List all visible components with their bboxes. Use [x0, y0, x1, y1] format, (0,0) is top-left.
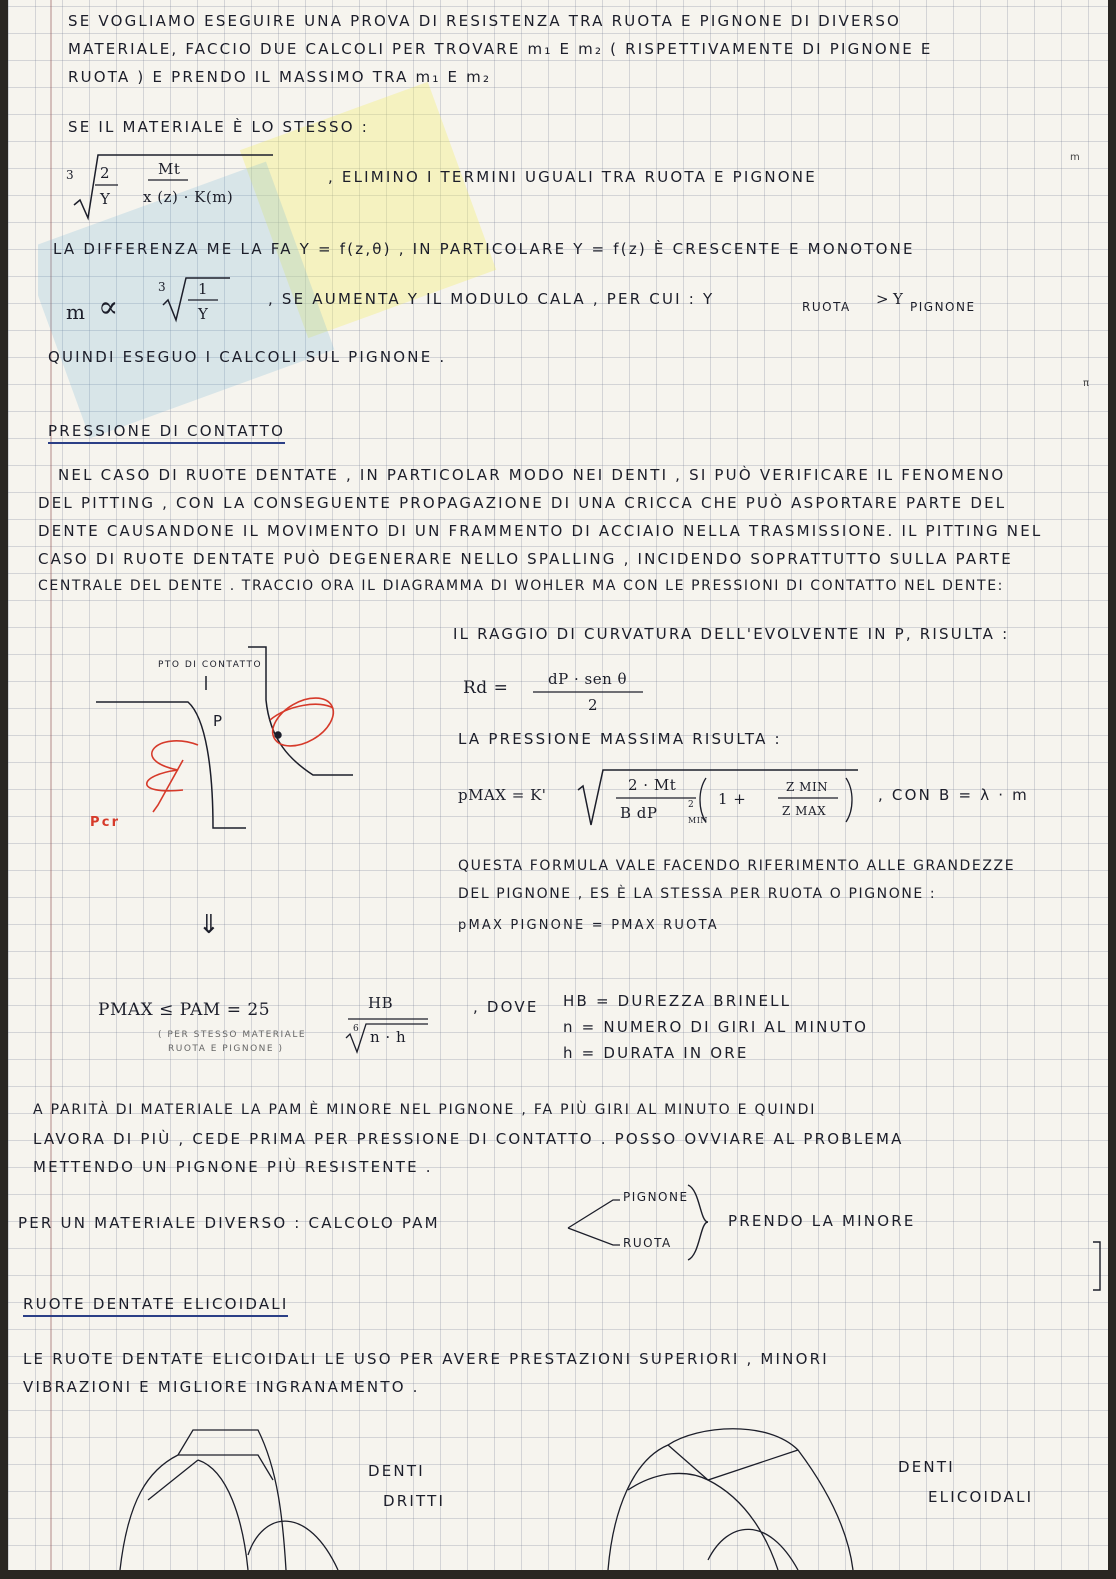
- z-max: Z MAX: [782, 804, 827, 818]
- label-helical-1: DENTI: [898, 1458, 955, 1476]
- pmax-den-subscript: MIN: [688, 816, 708, 825]
- contact-paragraph-1: NEL CASO DI RUOTE DENTATE , IN PARTICOLAR MODO NEI DENTI , SI PUÒ VERIFICARE IL FENOMENO: [58, 466, 1006, 484]
- pmax-condition: , CON B = λ · m: [878, 786, 1029, 804]
- pmax-numerator: 2 · Mt: [628, 776, 677, 794]
- formula-note-1: QUESTA FORMULA VALE FACENDO RIFERIMENTO ALLE GRANDEZZE: [458, 858, 1016, 874]
- intro-line-1: SE VOGLIAMO ESEGUIRE UNA PROVA DI RESISTENZA TRA RUOTA E PIGNONE DI DIVERSO: [68, 12, 902, 30]
- conclusion-line: QUINDI ESEGUO I CALCOLI SUL PIGNONE .: [48, 348, 447, 366]
- formula-note-2: DEL PIGNONE , ES È LA STESSA PER RUOTA O PIGNONE :: [458, 886, 937, 902]
- edge-mark-mid: π: [1083, 378, 1090, 389]
- pam-lhs: PMAX ≤ PAM = 25: [98, 1000, 271, 1020]
- greater-than: >: [876, 290, 890, 308]
- comment-line-1: A PARITÀ DI MATERIALE LA PAM È MINORE NEL PIGNONE , FA PIÙ GIRI AL MINUTO E QUINDI: [33, 1102, 817, 1118]
- pcr-label: Pcr: [90, 815, 121, 830]
- pmax-den-superscript: 2: [688, 800, 695, 810]
- dove-text: , DOVE: [473, 998, 539, 1016]
- intro-line-3: RUOTA ) E PRENDO IL MASSIMO TRA m₁ E m₂: [68, 68, 492, 86]
- contact-paragraph-4: CASO DI RUOTE DENTATE PUÒ DEGENERARE NELLO SPALLING , INCIDENDO SOPRATTUTTO SULLA PARTE: [38, 550, 1013, 568]
- label-straight-2: DRITTI: [383, 1492, 446, 1510]
- intro-line-2: MATERIALE, FACCIO DUE CALCOLI PER TROVARE m₁ E m₂ ( RISPETTIVAMENTE DI PIGNONE E: [68, 40, 933, 58]
- pam-note-1: ( PER STESSO MATERIALE: [158, 1030, 307, 1040]
- rd-numerator: dP · sen θ: [548, 670, 628, 688]
- helical-heading: RUOTE DENTATE ELICOIDALI: [23, 1295, 288, 1317]
- same-material-heading: SE IL MATERIALE È LO STESSO :: [68, 118, 369, 136]
- pam-denominator: n · h: [370, 1028, 407, 1046]
- pmax-paren-a: 1 +: [718, 790, 747, 808]
- prop-denominator: Y: [198, 305, 209, 323]
- y-ruota-subscript: RUOTA: [802, 300, 851, 314]
- definition-hb: HB = DUREZZA BRINELL: [563, 992, 792, 1010]
- branch-pignone: PIGNONE: [623, 1190, 689, 1204]
- pam-root-index: 6: [353, 1024, 360, 1034]
- helical-line-1: LE RUOTE DENTATE ELICOIDALI LE USO PER AVERE PRESTAZIONI SUPERIORI , MINORI: [23, 1350, 829, 1368]
- prop-m: m: [66, 300, 86, 324]
- pam-numerator: HB: [368, 994, 394, 1012]
- formula-denominator: Y: [100, 190, 111, 208]
- tooth-diagram: [96, 647, 353, 828]
- z-min: Z MIN: [786, 780, 829, 794]
- different-material-line: PER UN MATERIALE DIVERSO : CALCOLO PAM: [18, 1214, 440, 1232]
- helical-line-2: VIBRAZIONI E MIGLIORE INGRANAMENTO .: [23, 1378, 420, 1396]
- pitting-scribble: [147, 688, 342, 812]
- contact-paragraph-3: DENTE CAUSANDONE IL MOVIMENTO DI UN FRAMMENTO DI ACCIAIO NELLA TRASMISSIONE. IL PITTING NEL: [38, 522, 1043, 540]
- contact-paragraph-5: CENTRALE DEL DENTE . TRACCIO ORA IL DIAGRAMMA DI WOHLER MA CON LE PRESSIONI DI CONTATTO NEL DENTE:: [38, 578, 1004, 594]
- prop-text: , SE AUMENTA Y IL MODULO CALA , PER CUI : Y: [268, 290, 715, 308]
- contact-point-label: PTO DI CONTATTO: [158, 660, 263, 670]
- contact-paragraph-2: DEL PITTING , CON LA CONSEGUENTE PROPAGAZIONE DI UNA CRICCA CHE PUÒ ASPORTARE PARTE DEL: [38, 494, 1007, 512]
- y-pignone: Y: [893, 290, 904, 308]
- rd-denominator: 2: [588, 696, 599, 714]
- formula-rest: x (z) · K(m): [143, 188, 234, 206]
- down-arrow: ⇓: [198, 910, 222, 940]
- branch-ruota: RUOTA: [623, 1236, 672, 1250]
- straight-teeth-drawing: [120, 1430, 338, 1570]
- difference-line: LA DIFFERENZA ME LA FA Y = f(z,θ) , IN PARTICOLARE Y = f(z) È CRESCENTE E MONOTONE: [53, 240, 915, 258]
- formula-root-index: 3: [66, 168, 75, 182]
- comment-line-3: METTENDO UN PIGNONE PIÙ RESISTENTE .: [33, 1158, 433, 1176]
- y-pignone-subscript: PIGNONE: [910, 300, 976, 314]
- pmax-denominator: B dP: [620, 804, 658, 822]
- drawings-layer: [8, 0, 1108, 1570]
- radius-text: IL RAGGIO DI CURVATURA DELL'EVOLVENTE IN P, RISULTA :: [453, 625, 1010, 643]
- pmax-lhs: pMAX = K': [458, 786, 547, 804]
- pmax-title: LA PRESSIONE MASSIMA RISULTA :: [458, 730, 782, 748]
- prop-numerator: 1: [198, 280, 209, 298]
- edge-mark-top: m: [1070, 152, 1080, 163]
- notebook-page: [8, 0, 1108, 1570]
- definition-n: n = NUMERO DI GIRI AL MINUTO: [563, 1018, 869, 1036]
- pam-note-2: RUOTA E PIGNONE ): [168, 1044, 284, 1054]
- take-minimum: PRENDO LA MINORE: [728, 1212, 916, 1230]
- helical-teeth-drawing: [608, 1429, 853, 1570]
- point-p-label: P: [213, 712, 225, 730]
- label-helical-2: ELICOIDALI: [928, 1488, 1034, 1506]
- prop-symbol: ∝: [98, 290, 119, 325]
- definition-h: h = DURATA IN ORE: [563, 1044, 749, 1062]
- rd-lhs: Rd =: [463, 678, 509, 698]
- label-straight-1: DENTI: [368, 1462, 425, 1480]
- prop-root-index: 3: [158, 280, 167, 294]
- formula-numerator: 2: [100, 164, 111, 182]
- equality-line: pMAX PIGNONE = PMAX RUOTA: [458, 918, 719, 933]
- comment-line-2: LAVORA DI PIÙ , CEDE PRIMA PER PRESSIONE DI CONTATTO . POSSO OVVIARE AL PROBLEMA: [33, 1130, 904, 1148]
- contact-pressure-heading: PRESSIONE DI CONTATTO: [48, 422, 285, 444]
- formula-mt: Mt: [158, 160, 181, 178]
- eliminate-note: , ELIMINO I TERMINI UGUALI TRA RUOTA E PIGNONE: [328, 168, 817, 186]
